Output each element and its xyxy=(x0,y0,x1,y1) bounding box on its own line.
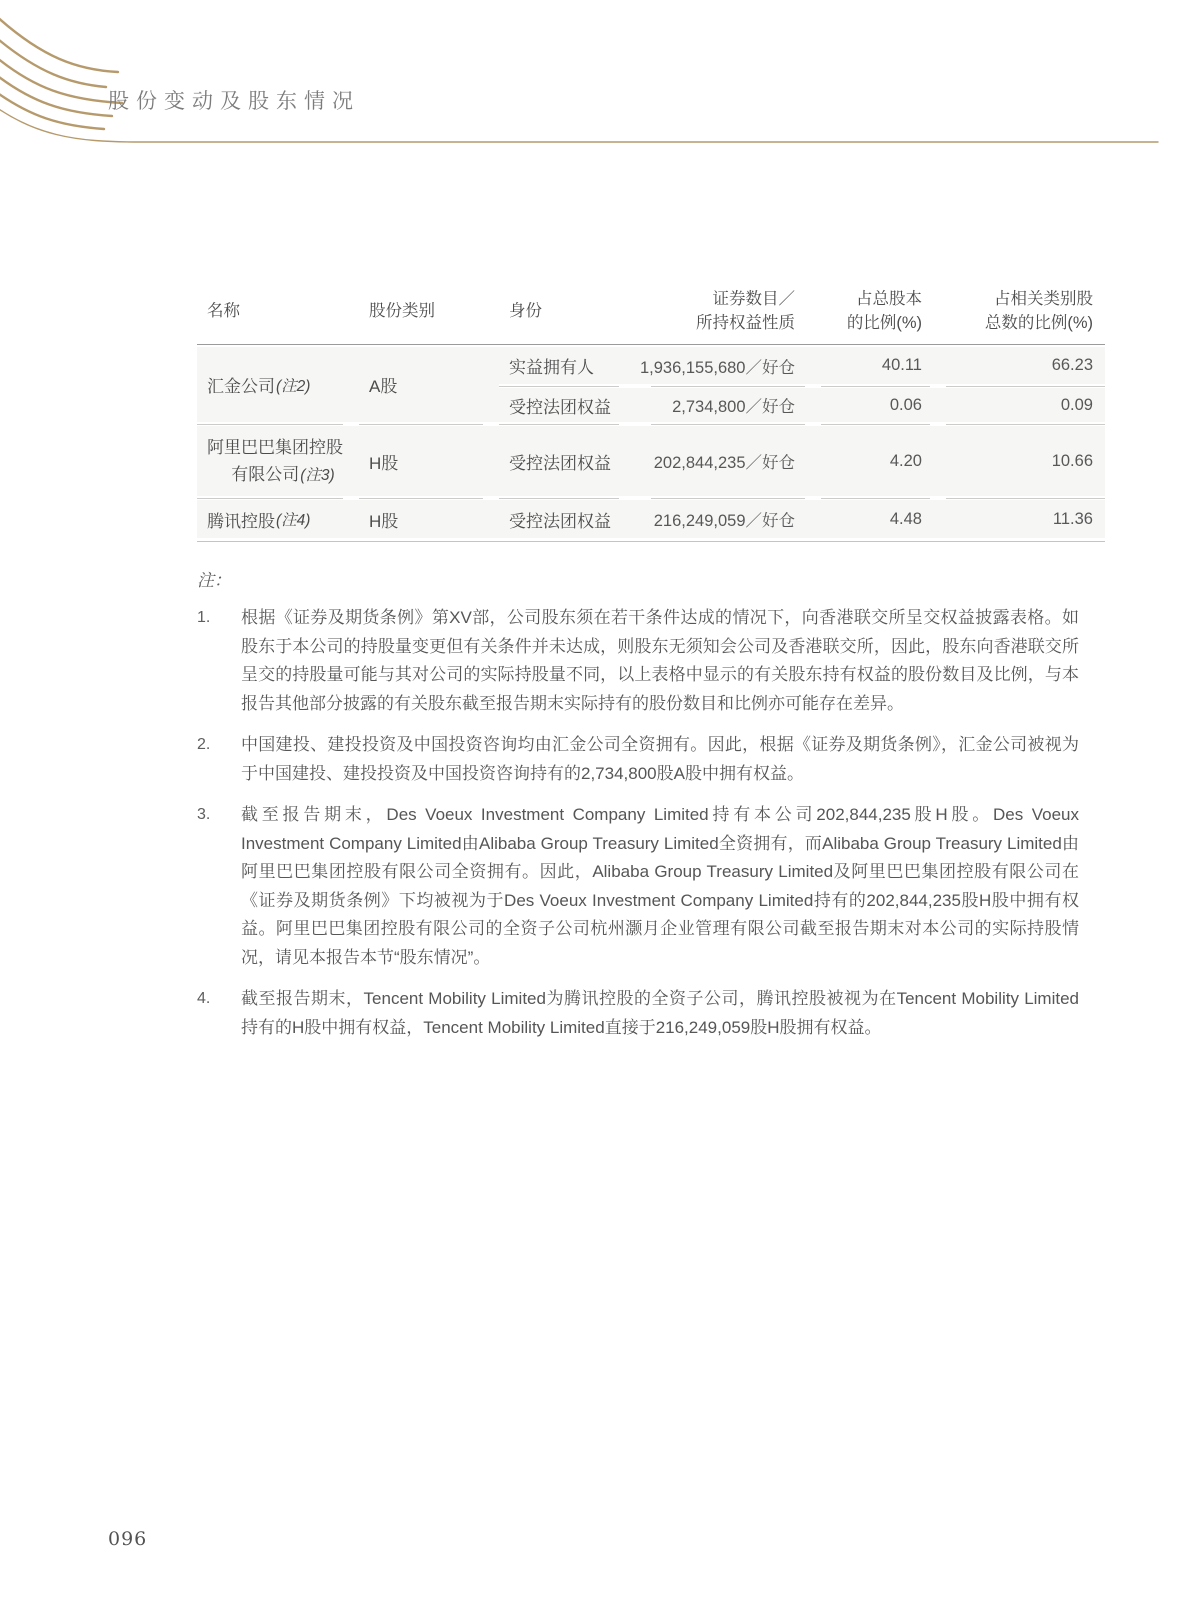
note-number: 2. xyxy=(197,736,211,753)
note-item xyxy=(197,731,1079,788)
col-header-pct-class-total: 占相关类别股 总数的比例(%) xyxy=(984,289,1093,332)
col-header-share-class: 股份类别 xyxy=(369,301,435,320)
table-row-alibaba xyxy=(197,426,1105,496)
notes-label: 注： xyxy=(197,571,231,590)
cell-securities-number: 2,734,800／好仓 xyxy=(635,388,805,422)
table-body xyxy=(197,345,1105,542)
cell-shareholder-name: 阿里巴巴集团控股 有限公司(注3) xyxy=(197,426,359,496)
note-text: 截至报告期末，Tencent Mobility Limited为腾讯控股的全资子公司，腾讯控股被视为在Tencent Mobility Limited持有的H股中拥有权益，Tencent Mobility Limited直接于216,249,059股H股拥有权益。 xyxy=(241,989,1079,1037)
cell-pct-total-capital: 4.20 xyxy=(805,426,930,496)
cell-securities-number: 202,844,235／好仓 xyxy=(635,426,805,496)
page-number: 096 xyxy=(108,1528,148,1550)
cell-identity: 受控法团权益 xyxy=(499,388,635,422)
col-header-identity: 身份 xyxy=(509,301,542,320)
note-number: 1. xyxy=(197,609,211,626)
note-item xyxy=(197,604,1079,718)
note-item xyxy=(197,801,1079,972)
cell-pct-total-capital: 4.48 xyxy=(805,500,930,538)
cell-identity: 实益拥有人 xyxy=(499,347,635,384)
note-text: 中国建投、建投投资及中国投资咨询均由汇金公司全资拥有。因此，根据《证券及期货条例》，汇金公司被视为于中国建投、建投投资及中国投资咨询持有的2,734,800股A股中拥有权益。 xyxy=(241,735,1079,783)
cell-pct-total-capital: 40.11 xyxy=(805,347,930,384)
note-text: 截至报告期末，Des Voeux Investment Company Limited持有本公司202,844,235股H股。Des Voeux Investment Company Limited由Alibaba Group Treasury Limited全资拥有，而Alibaba Group Treasury Limited由阿里巴巴集团控股有限公司全资拥有。因此，Alibaba Group Treasury Limited及阿里巴巴集团控股有限公司在《证券及期货条例》下均被视为于Des Voeux Investment Company Limited持有的202,844,235股H股中拥有权益。阿里巴巴集团控股有限公司的全资子公司杭州灏月企业管理有限公司截至报告期末对本公司的实际持股情况，请见本报告本节“股东情况”。 xyxy=(241,805,1079,967)
cell-pct-class-total: 10.66 xyxy=(930,426,1105,496)
main-content xyxy=(197,277,1105,1055)
cell-identity: 受控法团权益 xyxy=(499,500,635,538)
col-header-pct-total-capital: 占总股本 的比例(%) xyxy=(846,289,922,332)
cell-pct-class-total: 0.09 xyxy=(930,388,1105,422)
notes-section xyxy=(197,566,1079,1042)
note-number: 3. xyxy=(197,806,211,823)
table-row-tencent xyxy=(197,500,1105,538)
page-title: 股份变动及股东情况 xyxy=(108,89,360,113)
cell-shareholder-name: 汇金公司 (注2) xyxy=(197,347,359,422)
cell-pct-total-capital: 0.06 xyxy=(805,388,930,422)
cell-share-class: H股 xyxy=(359,500,499,538)
table-row-huijin xyxy=(197,347,1105,422)
table-header-row xyxy=(197,277,1105,345)
shareholder-interests-table xyxy=(197,277,1105,542)
cell-pct-class-total: 66.23 xyxy=(930,347,1105,384)
cell-identity: 受控法团权益 xyxy=(499,426,635,496)
cell-share-class: A股 xyxy=(359,347,499,422)
note-number: 4. xyxy=(197,990,211,1007)
col-header-securities-number: 证券数目／ 所持权益性质 xyxy=(696,289,795,332)
col-header-name: 名称 xyxy=(207,301,240,320)
cell-securities-number: 216,249,059／好仓 xyxy=(635,500,805,538)
cell-pct-class-total: 11.36 xyxy=(930,500,1105,538)
gold-swoosh-decoration-icon xyxy=(0,0,1190,160)
cell-share-class: H股 xyxy=(359,426,499,496)
cell-shareholder-name: 腾讯控股 (注4) xyxy=(197,500,359,538)
cell-securities-number: 1,936,155,680／好仓 xyxy=(635,347,805,384)
note-text: 根据《证券及期货条例》第XV部，公司股东须在若干条件达成的情况下，向香港联交所呈交权益披露表格。如股东于本公司的持股量变更但有关条件并未达成，则股东无须知会公司及香港联交所，因此，股东向香港联交所呈交的持股量可能与其对公司的实际持股量不同，以上表格中显示的有关股东持有权益的股份数目及比例，与本报告其他部分披露的有关股东截至报告期末实际持有的股份数目和比例亦可能存在差异。 xyxy=(241,608,1079,713)
note-item xyxy=(197,985,1079,1042)
